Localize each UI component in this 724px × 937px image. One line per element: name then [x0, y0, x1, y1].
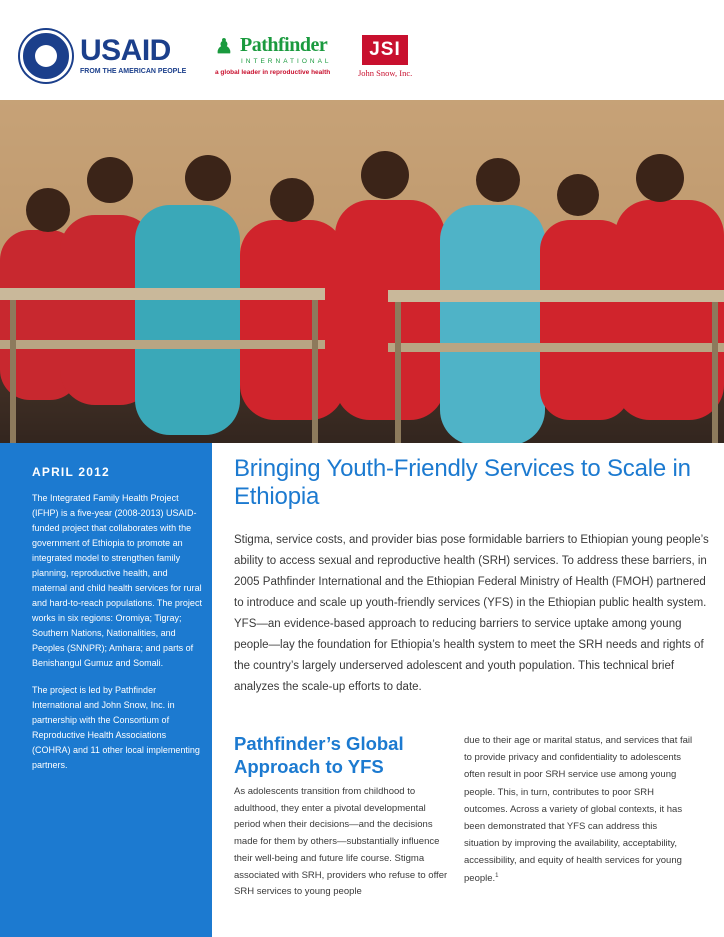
- footnote-marker: 1: [495, 872, 499, 879]
- intro-paragraph: Stigma, service costs, and provider bias pose formidable barriers to Ethiopian young people’s ability to access sexual and reproductive health (SRH) services. To address these barriers, in 2005 Pathfinder International and the Ethiopian Federal Ministry of Health (FMOH) partnered to introduce and scale up youth-friendly services (YFS) in the Ethiopian public health system. YFS—an evidence-based approach to reducing barriers to service uptake among young people—lay the foundation for Ethiopia’s health system to meet the SRH needs and rights of the country’s largely underserved adolescent and youth population. This technical brief analyzes the scale-up efforts to date.: [234, 534, 709, 693]
- jsi-wordmark: JSI: [362, 35, 408, 65]
- usaid-tagline: FROM THE AMERICAN PEOPLE: [80, 68, 187, 75]
- body-column-1: As adolescents transition from childhood to adulthood, they enter a pivotal developmental period when their decisions—and the decisions made for them by others—substantially influence their well-being and future life course. Stigma associated with SRH, providers who refuse to offer SRH services to young people: [234, 786, 448, 898]
- pathfinder-wordmark: Pathfinder: [240, 34, 328, 56]
- page-title: Bringing Youth-Friendly Services to Scale in Ethiopia: [234, 455, 691, 510]
- pathfinder-tagline: a global leader in reproductive health: [215, 69, 331, 76]
- publication-date: APRIL 2012: [32, 465, 110, 479]
- cover-photo-illustration: [0, 100, 724, 443]
- body-column-2-text: due to their age or marital status, and services that fail to provide privacy and confidentiality to adolescents often result in poor SRH service use among young people. This, in turn, contributes to poor SRH outcomes. Across a variety of global contexts, it has been demonstrated that YFS can address this situation by improving the availability, acceptability, accessibility, and equity of health services for young people.: [464, 735, 693, 884]
- jsi-fullname: John Snow, Inc.: [358, 68, 413, 78]
- section-heading: Pathfinder’s Global Approach to YFS: [234, 733, 404, 777]
- usaid-seal-icon: [20, 30, 72, 82]
- project-description: The Integrated Family Health Project (IFHP) is a five-year (2008-2013) USAID-funded project that collaborates with the government of Ethiopia to promote an integrated model to strengthen family planning, reproductive health, and maternal and child health services for rural and hard-to-reach populations. The project works in six regions: Oromiya; Tigray; Southern Nations, Nationalities, and Peoples (SNNPR); Amhara; and parts of Benishangul Gumuz and Somali.: [32, 493, 202, 668]
- sidebar: [0, 443, 212, 937]
- cover-photo: [0, 100, 724, 443]
- jsi-logo: [358, 35, 428, 80]
- header-logos: [0, 0, 724, 100]
- project-partners: The project is led by Pathfinder International and John Snow, Inc. in partnership with the Consortium of Reproductive Health Associations (COHRA) and 11 other local implementing partners.: [32, 685, 200, 770]
- pathfinder-people-icon: ♟: [215, 36, 233, 58]
- pathfinder-logo: [215, 32, 345, 80]
- usaid-logo: [20, 28, 190, 83]
- body-column-2: [464, 732, 694, 887]
- pathfinder-subtitle: INTERNATIONAL: [241, 58, 332, 65]
- usaid-wordmark: USAID: [80, 34, 171, 67]
